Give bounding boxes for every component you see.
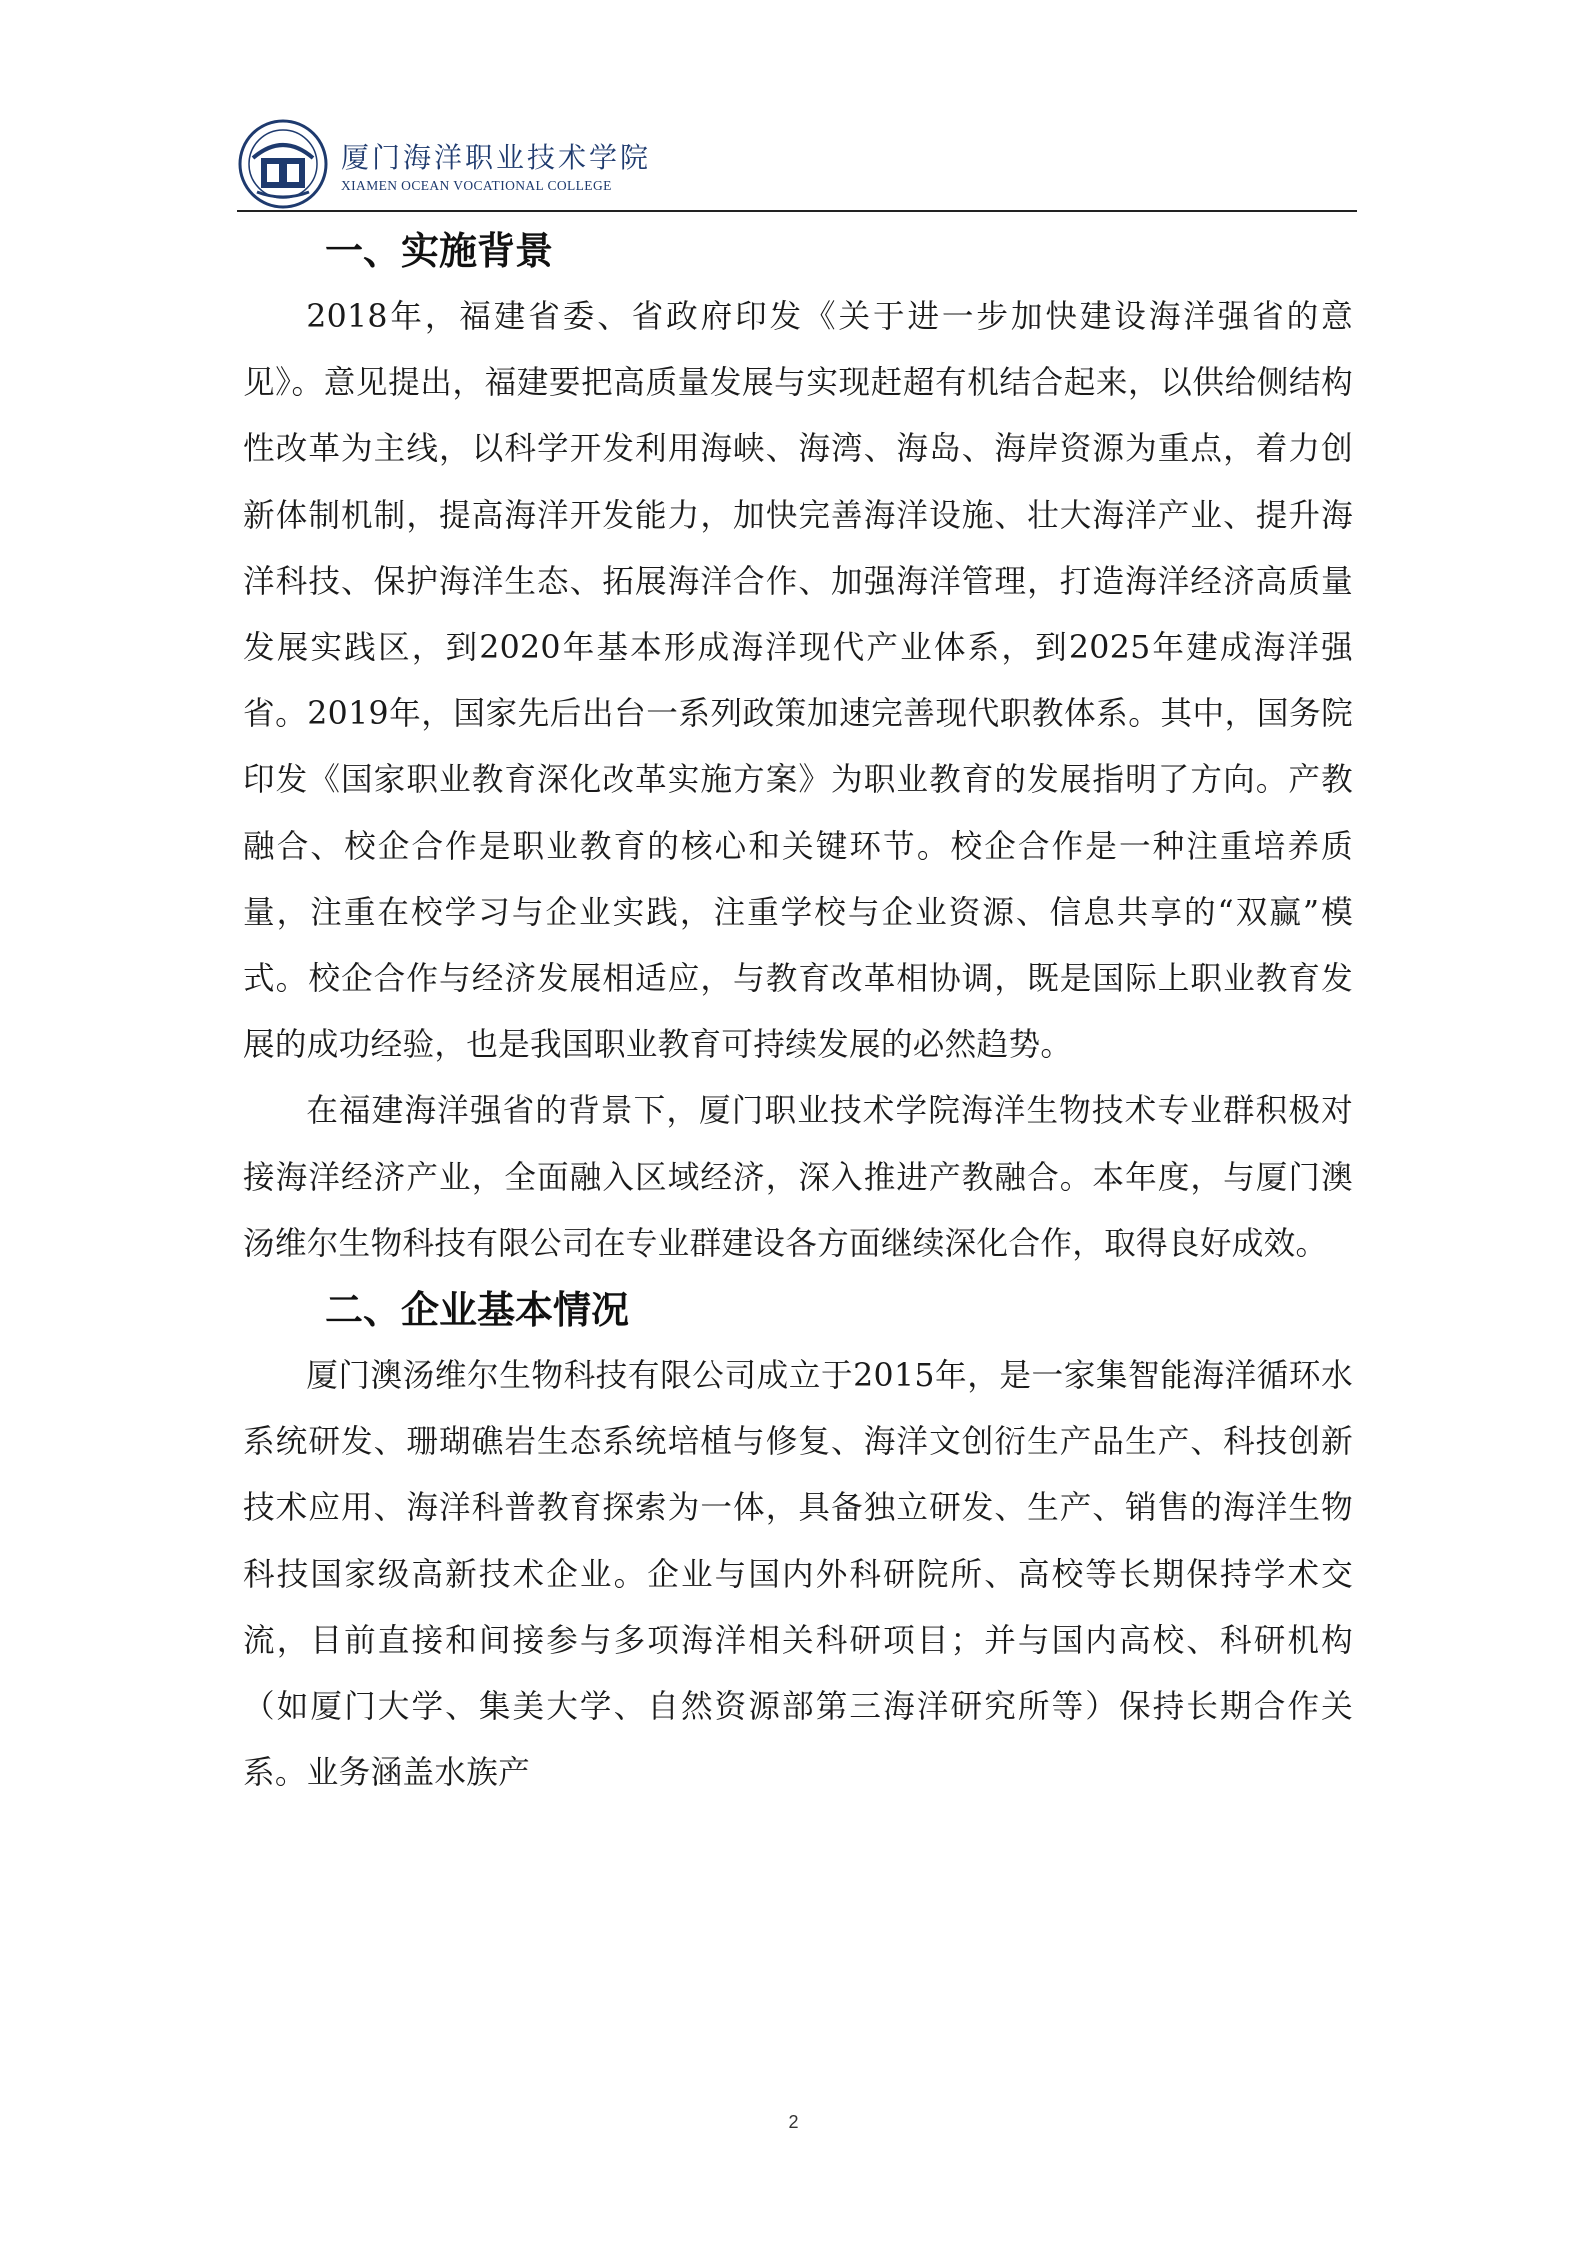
paragraph-background-policy: 2018年，福建省委、省政府印发《关于进一步加快建设海洋强省的意见》。意见提出，福建要把高质量发展与实现赶超有机结合起来，以供给侧结构性改革为主线，以科学开发利用海峡、海湾、海岛、海岸资源为重点，着力创新体制机制，提高海洋开发能力，加快完善海洋设施、壮大海洋产业、提升海洋科技、保护海洋生态、拓展海洋合作、加强海洋管理，打造海洋经济高质量发展实践区，到2020年基本形成海洋现代产业体系，到2025年建成海洋强省。2019年，国家先后出台一系列政策加速完善现代职教体系。其中，国务院印发《国家职业教育深化改革实施方案》为职业教育的发展指明了方向。产教融合、校企合作是职业教育的核心和关键环节。校企合作是一种注重培养质量，注重在校学习与企业实践，注重学校与企业资源、信息共享的“双赢”模式。校企合作与经济发展相适应，与教育改革相协调，既是国际上职业教育发展的成功经验，也是我国职业教育可持续发展的必然趋势。 <box>243 299 1353 1064</box>
page-header <box>237 118 1357 210</box>
college-name-en: XIAMEN OCEAN VOCATIONAL COLLEGE <box>341 178 612 193</box>
header-divider <box>237 210 1357 212</box>
college-seal-icon <box>237 118 329 210</box>
section-heading-background: 一、实施背景 <box>325 229 554 273</box>
page-number: 2 <box>788 2112 799 2132</box>
section-heading-company: 二、企业基本情况 <box>325 1288 630 1333</box>
college-name-cn: 厦门海洋职业技术学院 <box>341 141 652 174</box>
document-body <box>243 218 1353 1806</box>
paragraph-company-overview: 厦门澳汤维尔生物科技有限公司成立于2015年，是一家集智能海洋循环水系统研发、珊瑚礁岩生态系统培植与修复、海洋文创衍生产品生产、科技创新技术应用、海洋科普教育探索为一体，具备独立研发、生产、销售的海洋生物科技国家级高新技术企业。企业与国内外科研院所、高校等长期保持学术交流，目前直接和间接参与多项海洋相关科研项目；并与国内高校、科研机构（如厦门大学、集美大学、自然资源部第三海洋研究所等）保持长期合作关系。业务涵盖水族产 <box>243 1358 1353 1792</box>
paragraph-background-cooperation: 在福建海洋强省的背景下，厦门职业技术学院海洋生物技术专业群积极对接海洋经济产业，全面融入区域经济，深入推进产教融合。本年度，与厦门澳汤维尔生物科技有限公司在专业群建设各方面继续深化合作，取得良好成效。 <box>243 1093 1353 1262</box>
